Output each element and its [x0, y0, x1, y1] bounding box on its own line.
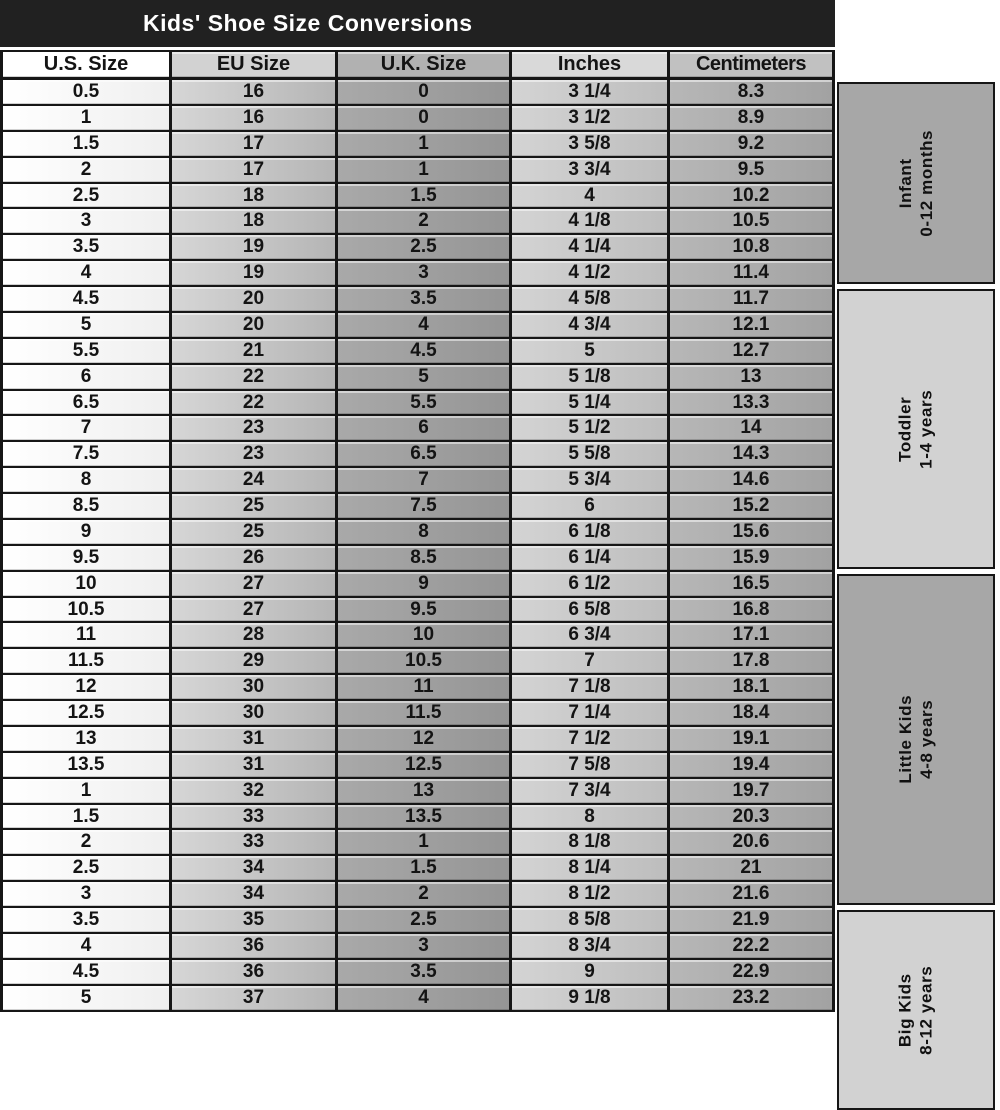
table-row — [0, 313, 835, 339]
table-row — [0, 701, 835, 727]
table-cell: 26 — [172, 546, 338, 572]
table-cell: 18.1 — [670, 675, 835, 701]
table-cell: 35 — [172, 908, 338, 934]
table-cell: 5 — [338, 365, 512, 391]
table-cell: 8 — [512, 805, 670, 831]
table-cell: 13 — [0, 727, 172, 753]
table-row — [0, 572, 835, 598]
table-cell: 11.7 — [670, 287, 835, 313]
table-cell: 3 1/2 — [512, 106, 670, 132]
table-cell: 11.5 — [338, 701, 512, 727]
table-cell: 16 — [172, 106, 338, 132]
table-cell: 16.5 — [670, 572, 835, 598]
table-cell: 24 — [172, 468, 338, 494]
table-cell: 12.7 — [670, 339, 835, 365]
table-cell: 30 — [172, 675, 338, 701]
table-cell: 4 — [0, 261, 172, 287]
table-cell: 5 1/2 — [512, 416, 670, 442]
table-cell: 12.5 — [338, 753, 512, 779]
table-cell: 9 — [512, 960, 670, 986]
table-cell: 6 1/8 — [512, 520, 670, 546]
table-row — [0, 209, 835, 235]
table-cell: 8.5 — [338, 546, 512, 572]
table-cell: 18 — [172, 184, 338, 210]
table-cell: 10.5 — [670, 209, 835, 235]
table-cell: 22.9 — [670, 960, 835, 986]
table-cell: 4 — [338, 986, 512, 1012]
table-cell: 4 — [0, 934, 172, 960]
table-cell: 0 — [338, 106, 512, 132]
table-cell: 18 — [172, 209, 338, 235]
table-cell: 20 — [172, 313, 338, 339]
table-cell: 9 — [338, 572, 512, 598]
table-row — [0, 468, 835, 494]
age-group-label: Toddler 1-4 years — [895, 389, 936, 469]
age-group-big-kids — [837, 910, 995, 1110]
table-cell: 2 — [0, 158, 172, 184]
table-cell: 32 — [172, 779, 338, 805]
table-cell: 1.5 — [338, 856, 512, 882]
table-cell: 23.2 — [670, 986, 835, 1012]
table-cell: 28 — [172, 623, 338, 649]
table-cell: 8 1/2 — [512, 882, 670, 908]
table-cell: 16 — [172, 80, 338, 106]
table-cell: 9.5 — [670, 158, 835, 184]
table-cell: 1 — [338, 158, 512, 184]
table-cell: 31 — [172, 727, 338, 753]
table-cell: 6.5 — [338, 442, 512, 468]
table-cell: 22 — [172, 391, 338, 417]
table-cell: 33 — [172, 830, 338, 856]
table-cell: 27 — [172, 572, 338, 598]
table-cell: 8 3/4 — [512, 934, 670, 960]
table-cell: 8.9 — [670, 106, 835, 132]
table-cell: 11.5 — [0, 649, 172, 675]
table-cell: 5 1/4 — [512, 391, 670, 417]
table-cell: 4.5 — [338, 339, 512, 365]
table-cell: 23 — [172, 442, 338, 468]
table-cell: 4 1/4 — [512, 235, 670, 261]
table-row — [0, 520, 835, 546]
table-row — [0, 261, 835, 287]
table-cell: 17 — [172, 132, 338, 158]
table-cell: 12.1 — [670, 313, 835, 339]
table-row — [0, 727, 835, 753]
age-group-little-kids — [837, 574, 995, 905]
table-cell: 8 1/8 — [512, 830, 670, 856]
table-cell: 20.3 — [670, 805, 835, 831]
table-cell: 2 — [338, 209, 512, 235]
table-cell: 34 — [172, 882, 338, 908]
table-cell: 13 — [338, 779, 512, 805]
table-cell: 7 — [0, 416, 172, 442]
table-body — [0, 80, 835, 1012]
table-cell: 7 1/8 — [512, 675, 670, 701]
table-header-row — [0, 50, 835, 80]
column-header-u-k-size: U.K. Size — [338, 50, 512, 80]
table-cell: 2.5 — [338, 908, 512, 934]
table-cell: 12.5 — [0, 701, 172, 727]
table-cell: 15.2 — [670, 494, 835, 520]
table-cell: 3 — [0, 209, 172, 235]
table-cell: 3.5 — [338, 287, 512, 313]
table-cell: 1.5 — [0, 805, 172, 831]
age-group-infant — [837, 82, 995, 284]
table-cell: 8 1/4 — [512, 856, 670, 882]
table-row — [0, 986, 835, 1012]
table-cell: 3.5 — [338, 960, 512, 986]
table-cell: 2 — [0, 830, 172, 856]
table-cell: 0 — [338, 80, 512, 106]
table-cell: 5 — [0, 986, 172, 1012]
table-cell: 21.6 — [670, 882, 835, 908]
conversion-table — [0, 50, 835, 1012]
column-header-eu-size: EU Size — [172, 50, 338, 80]
table-cell: 19 — [172, 261, 338, 287]
table-cell: 22 — [172, 365, 338, 391]
table-row — [0, 365, 835, 391]
table-cell: 1.5 — [0, 132, 172, 158]
age-group-label: Infant 0-12 months — [895, 129, 936, 237]
table-cell: 3.5 — [0, 908, 172, 934]
table-cell: 3 5/8 — [512, 132, 670, 158]
table-row — [0, 908, 835, 934]
table-cell: 13.5 — [338, 805, 512, 831]
table-cell: 7 1/2 — [512, 727, 670, 753]
table-cell: 33 — [172, 805, 338, 831]
table-cell: 10.8 — [670, 235, 835, 261]
table-cell: 6 3/4 — [512, 623, 670, 649]
table-cell: 21.9 — [670, 908, 835, 934]
table-cell: 11 — [0, 623, 172, 649]
table-cell: 15.6 — [670, 520, 835, 546]
table-row — [0, 882, 835, 908]
table-cell: 14.6 — [670, 468, 835, 494]
table-cell: 13 — [670, 365, 835, 391]
table-cell: 34 — [172, 856, 338, 882]
table-cell: 18.4 — [670, 701, 835, 727]
table-cell: 6 — [338, 416, 512, 442]
age-group-label: Little Kids 4-8 years — [895, 694, 936, 784]
table-row — [0, 106, 835, 132]
table-cell: 21 — [172, 339, 338, 365]
table-cell: 3 — [0, 882, 172, 908]
table-cell: 10 — [338, 623, 512, 649]
table-cell: 5.5 — [338, 391, 512, 417]
table-row — [0, 830, 835, 856]
table-cell: 13.5 — [0, 753, 172, 779]
table-cell: 6 1/4 — [512, 546, 670, 572]
table-row — [0, 158, 835, 184]
table-cell: 4 1/2 — [512, 261, 670, 287]
table-row — [0, 805, 835, 831]
table-cell: 20.6 — [670, 830, 835, 856]
table-row — [0, 623, 835, 649]
table-cell: 10 — [0, 572, 172, 598]
table-cell: 27 — [172, 598, 338, 624]
table-cell: 8.3 — [670, 80, 835, 106]
table-cell: 7.5 — [0, 442, 172, 468]
table-cell: 4 — [512, 184, 670, 210]
table-cell: 3.5 — [0, 235, 172, 261]
table-cell: 21 — [670, 856, 835, 882]
table-cell: 7 — [512, 649, 670, 675]
chart-title: Kids' Shoe Size Conversions — [143, 10, 473, 36]
table-row — [0, 132, 835, 158]
age-group-toddler — [837, 289, 995, 569]
table-cell: 16.8 — [670, 598, 835, 624]
table-row — [0, 546, 835, 572]
table-cell: 10.2 — [670, 184, 835, 210]
table-cell: 4.5 — [0, 960, 172, 986]
table-cell: 17.1 — [670, 623, 835, 649]
table-cell: 5.5 — [0, 339, 172, 365]
table-cell: 1 — [338, 830, 512, 856]
table-cell: 12 — [0, 675, 172, 701]
table-cell: 25 — [172, 494, 338, 520]
table-cell: 15.9 — [670, 546, 835, 572]
table-cell: 8 5/8 — [512, 908, 670, 934]
table-cell: 3 3/4 — [512, 158, 670, 184]
table-cell: 8 — [338, 520, 512, 546]
table-row — [0, 960, 835, 986]
table-cell: 3 1/4 — [512, 80, 670, 106]
table-cell: 1 — [0, 779, 172, 805]
table-cell: 10.5 — [0, 598, 172, 624]
table-cell: 7.5 — [338, 494, 512, 520]
table-cell: 8 — [0, 468, 172, 494]
table-cell: 23 — [172, 416, 338, 442]
table-cell: 19.1 — [670, 727, 835, 753]
age-group-label: Big Kids 8-12 years — [895, 965, 936, 1055]
table-cell: 7 1/4 — [512, 701, 670, 727]
table-cell: 6.5 — [0, 391, 172, 417]
table-cell: 19 — [172, 235, 338, 261]
table-row — [0, 235, 835, 261]
table-cell: 2 — [338, 882, 512, 908]
table-cell: 12 — [338, 727, 512, 753]
table-row — [0, 598, 835, 624]
table-cell: 13.3 — [670, 391, 835, 417]
table-cell: 4 — [338, 313, 512, 339]
table-cell: 25 — [172, 520, 338, 546]
table-cell: 6 5/8 — [512, 598, 670, 624]
table-cell: 1.5 — [338, 184, 512, 210]
table-cell: 9 — [0, 520, 172, 546]
table-row — [0, 287, 835, 313]
table-cell: 10.5 — [338, 649, 512, 675]
table-cell: 11.4 — [670, 261, 835, 287]
table-cell: 36 — [172, 960, 338, 986]
table-cell: 22.2 — [670, 934, 835, 960]
table-cell: 6 — [0, 365, 172, 391]
table-cell: 7 — [338, 468, 512, 494]
column-header-inches: Inches — [512, 50, 670, 80]
table-cell: 3 — [338, 261, 512, 287]
table-row — [0, 856, 835, 882]
table-row — [0, 339, 835, 365]
table-cell: 20 — [172, 287, 338, 313]
table-row — [0, 391, 835, 417]
table-cell: 6 — [512, 494, 670, 520]
table-cell: 0.5 — [0, 80, 172, 106]
table-row — [0, 675, 835, 701]
table-row — [0, 934, 835, 960]
table-cell: 17.8 — [670, 649, 835, 675]
table-cell: 17 — [172, 158, 338, 184]
table-cell: 14 — [670, 416, 835, 442]
chart-title-band — [0, 0, 835, 47]
table-cell: 5 3/4 — [512, 468, 670, 494]
table-cell: 3 — [338, 934, 512, 960]
table-row — [0, 416, 835, 442]
table-row — [0, 80, 835, 106]
table-cell: 11 — [338, 675, 512, 701]
table-cell: 4.5 — [0, 287, 172, 313]
table-row — [0, 494, 835, 520]
table-cell: 2.5 — [0, 184, 172, 210]
table-cell: 1 — [338, 132, 512, 158]
table-cell: 5 — [512, 339, 670, 365]
table-row — [0, 753, 835, 779]
table-cell: 7 3/4 — [512, 779, 670, 805]
table-cell: 4 3/4 — [512, 313, 670, 339]
table-cell: 1 — [0, 106, 172, 132]
table-cell: 5 5/8 — [512, 442, 670, 468]
table-cell: 19.4 — [670, 753, 835, 779]
column-header-centimeters: Centimeters — [670, 50, 835, 80]
table-row — [0, 779, 835, 805]
table-cell: 14.3 — [670, 442, 835, 468]
table-cell: 7 5/8 — [512, 753, 670, 779]
column-header-u-s-size: U.S. Size — [0, 50, 172, 80]
table-cell: 4 1/8 — [512, 209, 670, 235]
table-cell: 31 — [172, 753, 338, 779]
table-cell: 9.2 — [670, 132, 835, 158]
table-cell: 36 — [172, 934, 338, 960]
table-row — [0, 442, 835, 468]
table-cell: 8.5 — [0, 494, 172, 520]
table-cell: 19.7 — [670, 779, 835, 805]
table-cell: 6 1/2 — [512, 572, 670, 598]
table-row — [0, 184, 835, 210]
table-cell: 5 — [0, 313, 172, 339]
table-cell: 2.5 — [0, 856, 172, 882]
table-cell: 29 — [172, 649, 338, 675]
table-cell: 5 1/8 — [512, 365, 670, 391]
table-cell: 4 5/8 — [512, 287, 670, 313]
table-cell: 30 — [172, 701, 338, 727]
table-cell: 2.5 — [338, 235, 512, 261]
table-cell: 9.5 — [0, 546, 172, 572]
table-cell: 9.5 — [338, 598, 512, 624]
table-cell: 37 — [172, 986, 338, 1012]
table-row — [0, 649, 835, 675]
table-cell: 9 1/8 — [512, 986, 670, 1012]
